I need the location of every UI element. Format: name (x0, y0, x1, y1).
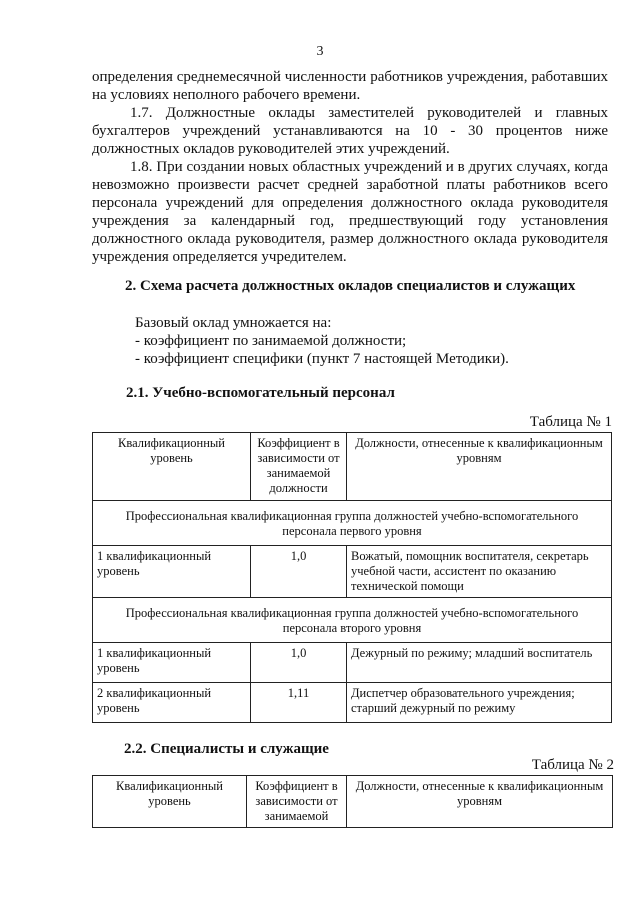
header-cell: Коэффициент в зависимости от занимаемой (247, 776, 347, 828)
group-cell: Профессиональная квалификационная группа должностей учебно-вспомогательного персонала второго уровня (93, 598, 612, 643)
header-cell: Должности, отнесенные к квалификационным уровням (347, 433, 612, 501)
table-group-row (93, 501, 612, 546)
base-salary-intro: Базовый оклад умножается на: (135, 315, 332, 331)
base-salary-item-1: - коэффициент по занимаемой должности; (135, 333, 407, 349)
table-header-row (93, 433, 612, 501)
paragraph-continuation: определения среднемесячной численности работников учреждения, работавших на условиях неполного рабочего времени. (92, 69, 608, 103)
table-2-caption: Таблица № 2 (531, 757, 614, 773)
header-cell: Квалификационный уровень (93, 433, 251, 501)
table-row (93, 683, 612, 723)
base-salary-item-2: - коэффициент специфики (пункт 7 настоящей Методики). (135, 351, 509, 367)
table-cell: Вожатый, помощник воспитателя, секретарь учебной части, ассистент по оказанию технической помощи (347, 546, 612, 598)
header-cell: Квалификационный уровень (93, 776, 247, 828)
table-row (93, 546, 612, 598)
paragraph-1-8: 1.8. При создании новых областных учреждений и в других случаях, когда невозможно произвести расчет средней заработной платы работников всего персонала учреждений для определения должностного оклада руководителя учреждения за календарный год, предшествующий году установления должностного оклада руководителя, размер должностного оклада руководителя учреждения определяется учредителем. (92, 159, 608, 265)
paragraph-1-7: 1.7. Должностные оклады заместителей руководителей и главных бухгалтеров учреждений устанавливаются на 10 - 30 процентов ниже должностных окладов руководителей этих учреждений. (92, 105, 608, 157)
table-header-row (93, 776, 613, 828)
table-cell: 1 квалификационный уровень (93, 546, 251, 598)
table-cell: 1,11 (251, 683, 347, 723)
table-2 (92, 775, 613, 828)
table-cell: 1,0 (251, 546, 347, 598)
table-cell: Диспетчер образовательного учреждения; старший дежурный по режиму (347, 683, 612, 723)
subsection-2-2-title: 2.2. Специалисты и служащие (124, 741, 329, 757)
table-cell: 1,0 (251, 643, 347, 683)
table-cell: 1 квалификационный уровень (93, 643, 251, 683)
table-1-caption: Таблица № 1 (529, 414, 612, 430)
subsection-2-1-title: 2.1. Учебно-вспомогательный персонал (126, 385, 395, 401)
section-2-title: 2. Схема расчета должностных окладов специалистов и служащих (125, 278, 576, 294)
header-cell: Должности, отнесенные к квалификационным уровням (347, 776, 613, 828)
group-cell: Профессиональная квалификационная группа должностей учебно-вспомогательного персонала первого уровня (93, 501, 612, 546)
table-cell: Дежурный по режиму; младший воспитатель (347, 643, 612, 683)
table-cell: 2 квалификационный уровень (93, 683, 251, 723)
header-cell: Коэффициент в зависимости от занимаемой должности (251, 433, 347, 501)
table-group-row (93, 598, 612, 643)
table-row (93, 643, 612, 683)
page-number: 3 (316, 44, 324, 59)
table-1 (92, 432, 612, 723)
